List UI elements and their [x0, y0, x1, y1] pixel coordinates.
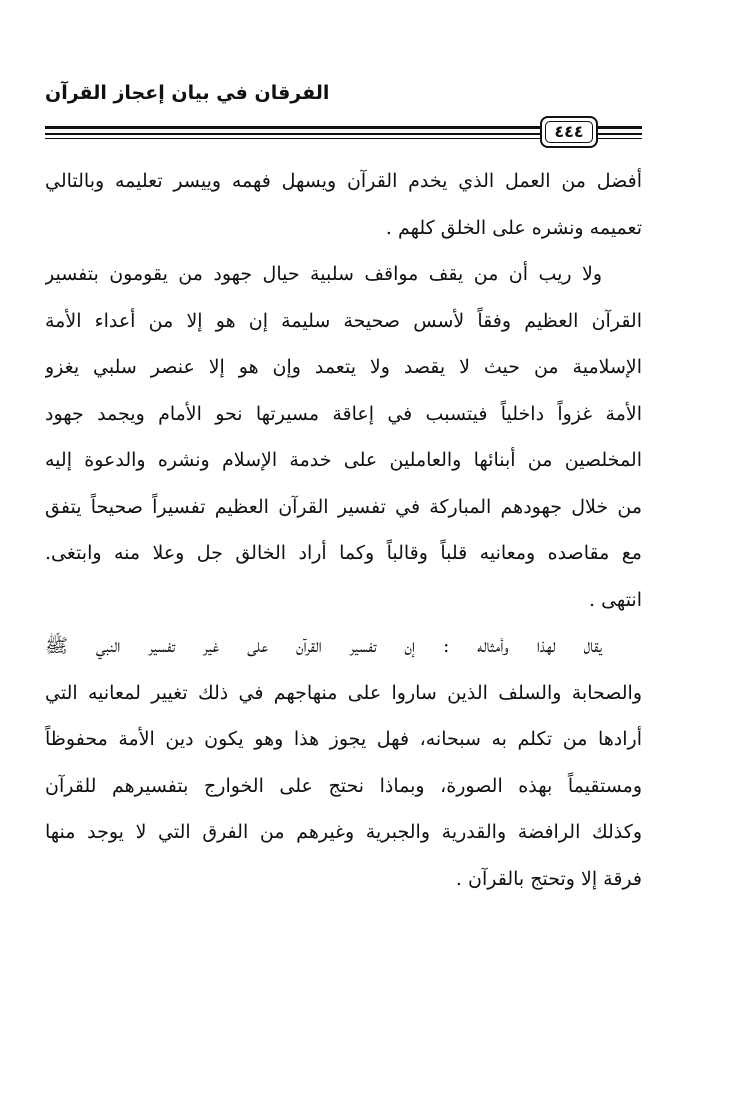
paragraph-1	[45, 158, 642, 251]
text-line: وكذلك الرافضة والقدرية والجبرية وغيرهم من الفرق التي لا يوجد منها	[45, 821, 642, 843]
text-line: أرادها من تكلم به سبحانه، فهل يجوز هذا وهو يكون دين الأمة محفوظاً	[45, 728, 642, 750]
text-line: أفضل من العمل الذي يخدم القرآن ويسهل فهمه وييسر تعليمه وبالتالي	[45, 170, 642, 192]
paragraph-2	[45, 251, 642, 623]
text-line: انتهى .	[589, 588, 642, 611]
running-head-title: الفرقان في بيان إعجاز القرآن	[45, 82, 330, 104]
body-text	[45, 158, 642, 902]
text-line: يقال لهذا وأمثاله : إن تفسير القرآن على غير تفسير النبي ﷺ	[45, 635, 602, 657]
text-line: مع مقاصده ومعانيه قلباً وقالباً وكما أراد الخالق جل وعلا منه وابتغى.	[45, 542, 642, 564]
text-line: الأمة غزواً داخلياً فيتسبب في إعاقة مسيرتها نحو الأمام ويجمد جهود	[45, 402, 642, 425]
header-rule-ornament	[45, 112, 642, 152]
text-line: والصحابة والسلف الذين ساروا على منهاجهم في ذلك تغيير لمعانيه التي	[45, 681, 642, 704]
page-number: ٤٤٤	[545, 121, 593, 143]
text-line: ومستقيماً بهذه الصورة، وبماذا نحتج على الخوارج بتفسيرهم للقرآن	[45, 774, 642, 797]
text-line: القرآن العظيم وفقاً لأسس صحيحة سليمة إن هو إلا من أعداء الأمة	[45, 309, 642, 332]
paragraph-3	[45, 623, 642, 902]
page-number-frame	[540, 116, 598, 148]
text-line: تعميمه ونشره على الخلق كلهم .	[385, 216, 642, 239]
text-line: فرقة إلا وتحتج بالقرآن .	[455, 867, 642, 890]
text-line: من خلال جهودهم المباركة في تفسير القرآن العظيم تفسيراً صحيحاً يتفق	[45, 495, 642, 518]
text-line: المخلصين من أبنائها والعاملين على خدمة الإسلام ونشره والدعوة إليه	[45, 449, 642, 471]
text-line: ولا ريب أن من يقف مواقف سلبية حيال جهود من يقومون بتفسير	[45, 263, 602, 285]
text-line: الإسلامية من حيث لا يقصد ولا يتعمد وإن هو إلا عنصر سلبي يغزو	[45, 356, 642, 378]
